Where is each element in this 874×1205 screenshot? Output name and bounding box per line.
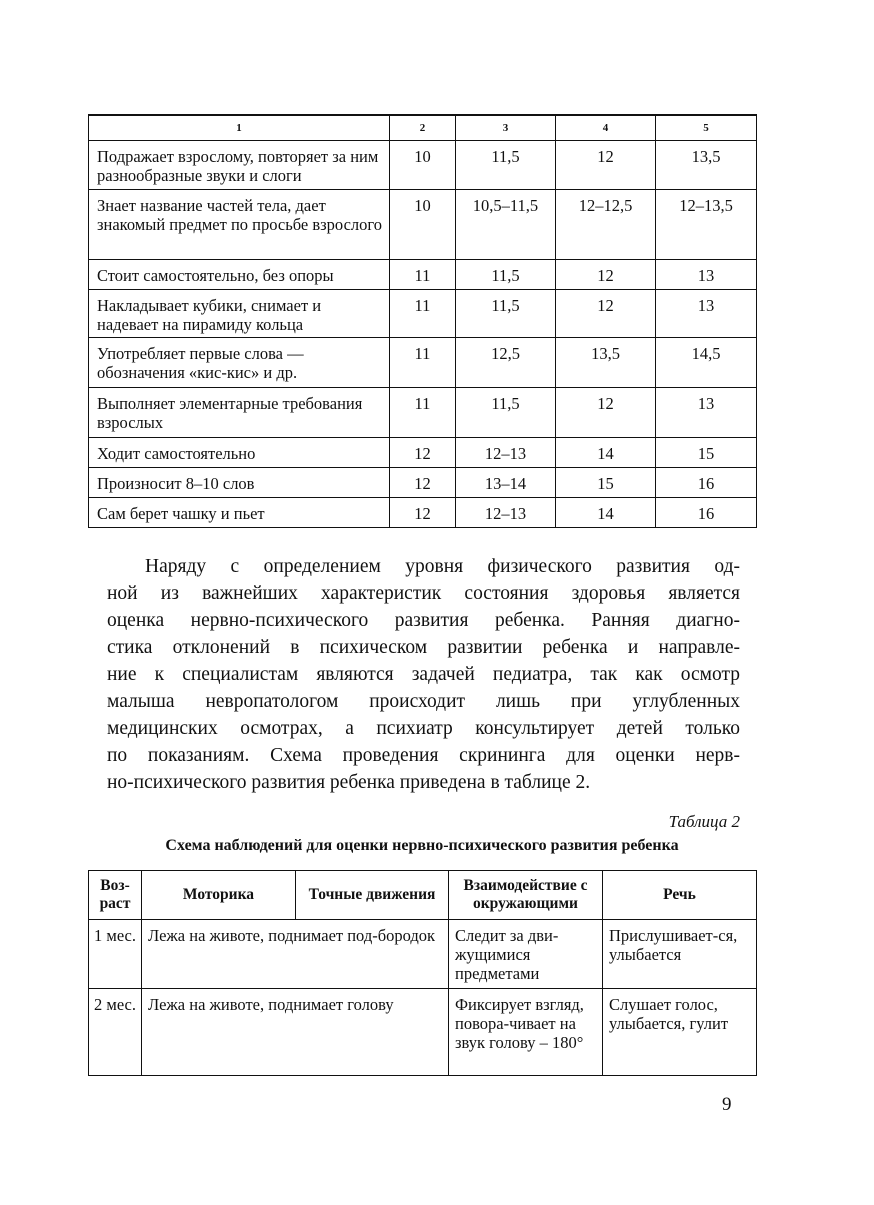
age-value-cell: 10 [390, 141, 456, 190]
age-value-cell: 12–13 [456, 438, 556, 468]
age-value-cell: 13,5 [556, 338, 656, 388]
age-value-cell: 12 [390, 498, 456, 528]
milestone-cell: Подражает взрослому, повторяет за ним разнообразные звуки и слоги [89, 141, 390, 190]
paragraph-line: оценка нервно-психического развития ребенка. Ранняя диагно- [107, 610, 740, 631]
table-row [89, 338, 757, 388]
paragraph-line: по показаниям. Схема проведения скрининга для оценки нерв- [107, 745, 740, 766]
age-value-cell: 12,5 [456, 338, 556, 388]
age-value-cell: 10 [390, 190, 456, 260]
age-value-cell: 12–13 [456, 498, 556, 528]
table-row [89, 290, 757, 338]
column-header: Моторика [142, 871, 296, 920]
interaction-cell: Следит за дви-жущимися предметами [449, 920, 603, 989]
age-value-cell: 10,5–11,5 [456, 190, 556, 260]
motor-cell: Лежа на животе, поднимает под-бородок [142, 920, 449, 989]
table-title: Схема наблюдений для оценки нервно-психического развития ребенка [165, 837, 679, 854]
age-value-cell: 11 [390, 260, 456, 290]
table-row [89, 920, 757, 989]
milestone-cell: Ходит самостоятельно [89, 438, 390, 468]
age-value-cell: 16 [656, 498, 757, 528]
milestone-cell: Накладывает кубики, снимает и надевает на пирамиду кольца [89, 290, 390, 338]
paragraph-line: медицинских осмотрах, а психиатр консультирует детей только [107, 718, 740, 739]
age-cell: 1 мес. [89, 920, 142, 989]
paragraph-line: ной из важнейших характеристик состояния здоровья является [107, 583, 740, 604]
age-value-cell: 12 [390, 438, 456, 468]
milestone-cell: Произносит 8–10 слов [89, 468, 390, 498]
paragraph-line: стика отклонений в психическом развитии ребенка и направле- [107, 637, 740, 658]
age-value-cell: 12 [556, 388, 656, 438]
table-header-row [89, 115, 757, 141]
table-row [89, 141, 757, 190]
column-header: 4 [556, 115, 656, 141]
milestone-cell: Сам берет чашку и пьет [89, 498, 390, 528]
age-value-cell: 15 [656, 438, 757, 468]
age-value-cell: 11,5 [456, 388, 556, 438]
table-row [89, 498, 757, 528]
column-header: 1 [89, 115, 390, 141]
column-header: Взаимодействие с окружающими [449, 871, 603, 920]
age-value-cell: 14 [556, 438, 656, 468]
milestone-cell: Стоит самостоятельно, без опоры [89, 260, 390, 290]
age-value-cell: 12 [390, 468, 456, 498]
age-value-cell: 15 [556, 468, 656, 498]
age-value-cell: 13 [656, 290, 757, 338]
age-value-cell: 12 [556, 141, 656, 190]
age-value-cell: 12–12,5 [556, 190, 656, 260]
page-number: 9 [722, 1094, 732, 1115]
column-header: Воз-раст [89, 871, 142, 920]
column-header: Речь [603, 871, 757, 920]
age-value-cell: 11 [390, 290, 456, 338]
age-value-cell: 12 [556, 290, 656, 338]
table-row [89, 989, 757, 1076]
speech-cell: Слушает голос, улыбается, гулит [603, 989, 757, 1076]
column-header: 2 [390, 115, 456, 141]
paragraph-line: Наряду с определением уровня физического развития од- [145, 556, 740, 577]
age-value-cell: 11 [390, 338, 456, 388]
age-value-cell: 12 [556, 260, 656, 290]
paragraph-line: ние к специалистам являются задачей педиатра, так как осмотр [107, 664, 740, 685]
motor-cell: Лежа на животе, поднимает голову [142, 989, 449, 1076]
body-paragraph [107, 553, 740, 796]
table-header-row [89, 871, 757, 920]
table-row [89, 190, 757, 260]
column-header: Точные движения [296, 871, 449, 920]
speech-cell: Прислушивает-ся, улыбается [603, 920, 757, 989]
milestone-cell: Употребляет первые слова — обозначения «кис-кис» и др. [89, 338, 390, 388]
age-value-cell: 11,5 [456, 260, 556, 290]
age-cell: 2 мес. [89, 989, 142, 1076]
table-row [89, 388, 757, 438]
table-caption: Таблица 2 [668, 812, 740, 831]
column-header: 5 [656, 115, 757, 141]
milestone-cell: Знает название частей тела, дает знакомый предмет по просьбе взрослого [89, 190, 390, 260]
age-value-cell: 16 [656, 468, 757, 498]
age-value-cell: 11,5 [456, 141, 556, 190]
milestone-cell: Выполняет элементарные требования взрослых [89, 388, 390, 438]
table-row [89, 260, 757, 290]
age-value-cell: 13 [656, 388, 757, 438]
age-value-cell: 11,5 [456, 290, 556, 338]
development-milestones-table [88, 114, 757, 528]
table-row [89, 468, 757, 498]
age-value-cell: 11 [390, 388, 456, 438]
age-value-cell: 14 [556, 498, 656, 528]
table-row [89, 438, 757, 468]
age-value-cell: 14,5 [656, 338, 757, 388]
neuropsychic-observation-table [88, 870, 757, 1076]
interaction-cell: Фиксирует взгляд, повора-чивает на звук голову – 180° [449, 989, 603, 1076]
paragraph-line: но-психического развития ребенка приведена в таблице 2. [107, 772, 591, 793]
age-value-cell: 12–13,5 [656, 190, 757, 260]
paragraph-line: малыша невропатологом происходит лишь при углубленных [107, 691, 740, 712]
age-value-cell: 13–14 [456, 468, 556, 498]
age-value-cell: 13 [656, 260, 757, 290]
age-value-cell: 13,5 [656, 141, 757, 190]
column-header: 3 [456, 115, 556, 141]
